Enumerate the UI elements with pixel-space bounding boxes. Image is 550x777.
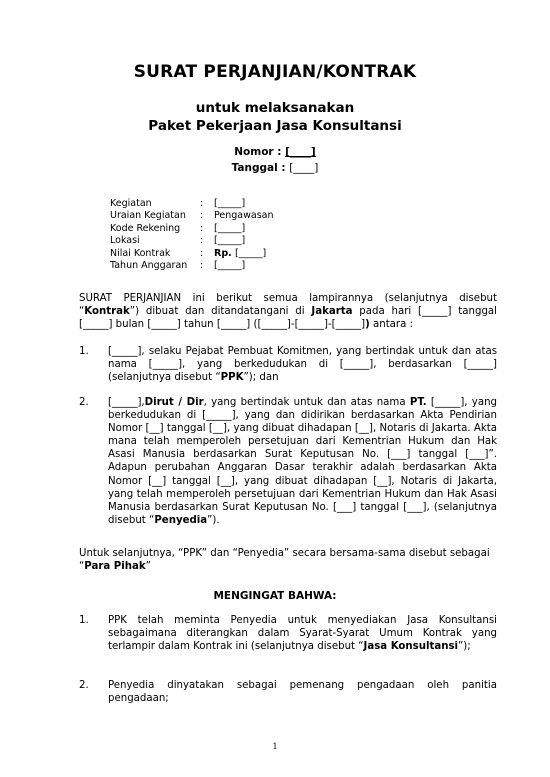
info-row: Nilai Kontrak : Rp. [_____] xyxy=(110,247,267,259)
subtitle-line-2: Paket Pekerjaan Jasa Konsultansi xyxy=(148,118,402,134)
nomor-line xyxy=(0,146,550,158)
info-row: Uraian Kegiatan : Pengawasan xyxy=(110,210,274,222)
rp-prefix: Rp. xyxy=(214,247,236,259)
tanggal-line xyxy=(0,162,550,174)
list-number: 2. xyxy=(79,397,89,408)
info-row: Kegiatan : [_____] xyxy=(110,198,246,209)
party-item-text: [_____], selaku Pejabat Pembuat Komitmen, yang bertindak untuk dan atas nama [_____], yang berkedudukan di [_____], berdasarkan [_____] (selanjutnya disebut “PPK”); dan xyxy=(108,346,497,384)
mengingat-item-text: Penyedia dinyatakan sebagai pemenang pengadaan oleh panitia pengadaan; xyxy=(108,680,497,705)
document-title: SURAT PERJANJIAN/KONTRAK xyxy=(133,62,417,82)
page-number: 1 xyxy=(272,742,278,751)
info-row: Lokasi : [_____] xyxy=(110,235,246,247)
list-number: 1. xyxy=(79,346,89,357)
subtitle-line-1: untuk melaksanakan xyxy=(195,100,355,116)
info-table xyxy=(110,198,274,272)
party-item-text: [_____],Dirut / Dir, yang bertindak untuk dan atas nama PT. [_____], yang berkedudukan di [_____], yang dan didirikan berdasarkan Akta Pendirian Nomor [__] tanggal [__], yang dibuat dihadapan [__], Notaris di Jakarta. Akta mana telah memperoleh persetujuan dari Kementrian Hukum dan Hak Asasi Manusia berdasarkan Surat Keputusan No. [___] tanggal [___]”. Adapun perubahan Anggaran Dasar terakhir adalah berdasarkan Akta Nomor [__] tanggal [__], yang dibuat dihadapan [__], Notaris di Jakarta, yang telah memperoleh persetujuan dari Kementrian Hukum dan Hak Asasi Manusia berdasarkan Surat Keputusan No. [___] tanggal [___], (selanjutnya disebut “Penyedia”). xyxy=(108,397,498,526)
list-number: 2. xyxy=(79,680,89,691)
info-row: Tahun Anggaran : [_____] xyxy=(110,260,246,272)
info-row: Kode Rekening : [_____] xyxy=(110,222,246,234)
tanggal-label: Tanggal : xyxy=(231,162,290,174)
parties-paragraph: Untuk selanjutnya, “PPK” dan “Penyedia” secara bersama-sama disebut sebagai “Para Pihak” xyxy=(79,548,490,573)
section-heading: MENGINGAT BAHWA: xyxy=(213,590,337,602)
tanggal-value: [____] xyxy=(289,162,319,174)
nomor-label: Nomor : xyxy=(234,146,286,158)
nomor-value: [____] xyxy=(285,146,316,158)
opening-paragraph: SURAT PERJANJIAN ini berikut semua lampirannya (selanjutnya disebut “Kontrak”) dibuat dan ditandatangani di Jakarta pada hari [_____] tanggal [_____] bulan [_____] tahun [_____] ([_____]-[_____]-[_____]) antara : xyxy=(79,293,497,331)
list-number: 1. xyxy=(79,615,89,626)
mengingat-item-text: PPK telah meminta Penyedia untuk menyediakan Jasa Konsultansi sebagaimana diterangkan dalam Syarat-Syarat Umum Kontrak yang terlampir dalam Kontrak ini (selanjutnya disebut “Jasa Konsultansi”); xyxy=(108,615,497,653)
